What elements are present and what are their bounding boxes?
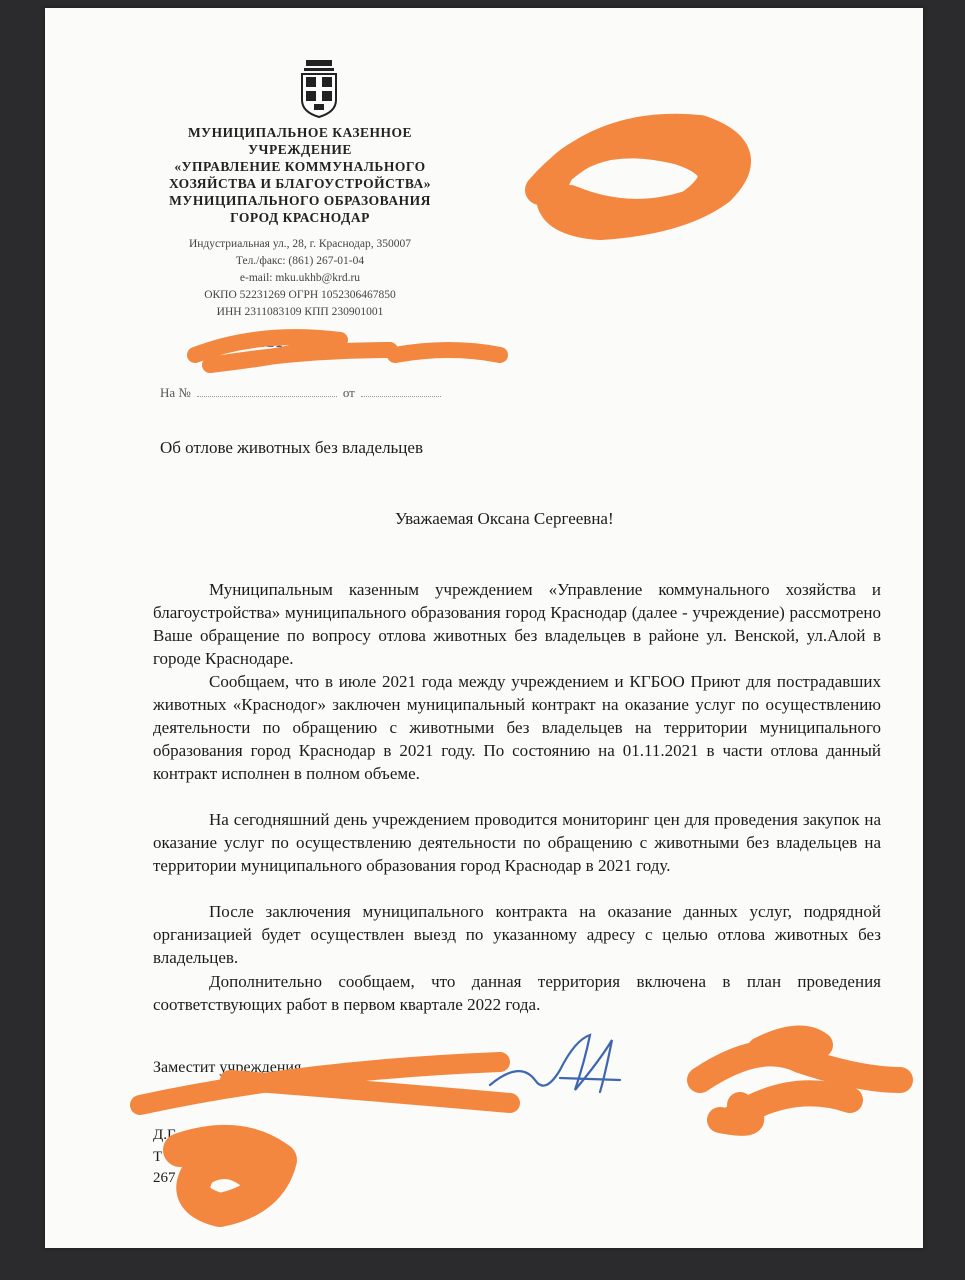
- ref-from-label: от: [342, 385, 355, 400]
- ref-number-label: На №: [160, 385, 191, 400]
- greeting: Уважаемая Оксана Сергеевна!: [395, 509, 614, 528]
- phone: Тел./факс: (861) 267-01-04: [235, 255, 365, 267]
- coat-of-arms-emblem: [298, 60, 340, 118]
- paragraph: После заключения муниципального контракта на оказание данных услуг, подрядной организацией будет осуществлен выезд по указанному адресу с целью отлова животных без владельцев.: [153, 902, 881, 967]
- signer-name: Д.Г.: [153, 1127, 178, 1143]
- paragraph: Сообщаем, что в июле 2021 года между учреждением и КГБОО Приют для пострадавших животных «Краснодог» заключен муниципальный контракт на оказание услуг по осуществлению деятельности по обращению с животными без владельцев на территории муниципального образования город Краснодар в 2021 году. По состоянию на 01.11.2021 в части отлова данный контракт исполнен в полном объеме.: [153, 672, 881, 783]
- org-line: МУНИЦИПАЛЬНОЕ КАЗЕННОЕ: [187, 125, 413, 140]
- organization-header: [145, 124, 455, 226]
- email: e-mail: mku.ukhb@krd.ru: [239, 272, 361, 284]
- executor-line: Т: [153, 1149, 163, 1165]
- paragraph: На сегодняшний день учреждением проводится мониторинг цен для проведения закупок на оказание услуг по осуществлению деятельности по обращению с животными без владельцев на территории муниципального образования город Краснодар в 2021 году.: [153, 810, 881, 875]
- org-line: УЧРЕЖДЕНИЕ: [248, 142, 352, 157]
- organization-contacts: [130, 236, 470, 321]
- signature-title: Заместит учреждения: [153, 1059, 302, 1076]
- phone-line: 267: [153, 1170, 176, 1186]
- address: Индустриальная ул., 28, г. Краснодар, 350007: [188, 238, 412, 250]
- org-line: ГОРОД КРАСНОДАР: [230, 210, 370, 225]
- inn-kpp: ИНН 2311083109 КПП 230901001: [216, 306, 384, 318]
- org-line: МУНИЦИПАЛЬНОГО ОБРАЗОВАНИЯ: [169, 193, 431, 208]
- org-line: «УПРАВЛЕНИЕ КОММУНАЛЬНОГО: [174, 159, 426, 174]
- registration-stamp: 2021: [250, 336, 284, 351]
- okpo-ogrn: ОКПО 52231269 ОГРН 1052306467850: [204, 289, 396, 301]
- reference-line: [160, 385, 441, 401]
- org-line: ХОЗЯЙСТВА И БЛАГОУСТРОЙСТВА»: [169, 176, 431, 191]
- letter-subject: Об отлове животных без владельцев: [160, 438, 423, 457]
- paragraph: Дополнительно сообщаем, что данная территория включена в план проведения соответствующих работ в первом квартале 2022 года.: [153, 972, 881, 1014]
- paragraph: Муниципальным казенным учреждением «Управление коммунального хозяйства и благоустройства» муниципального образования город Краснодар (далее - учреждение) рассмотрено Ваше обращение по вопросу отлова животных без владельцев в районе ул. Венской, ул.Алой в городе Краснодаре.: [153, 580, 881, 668]
